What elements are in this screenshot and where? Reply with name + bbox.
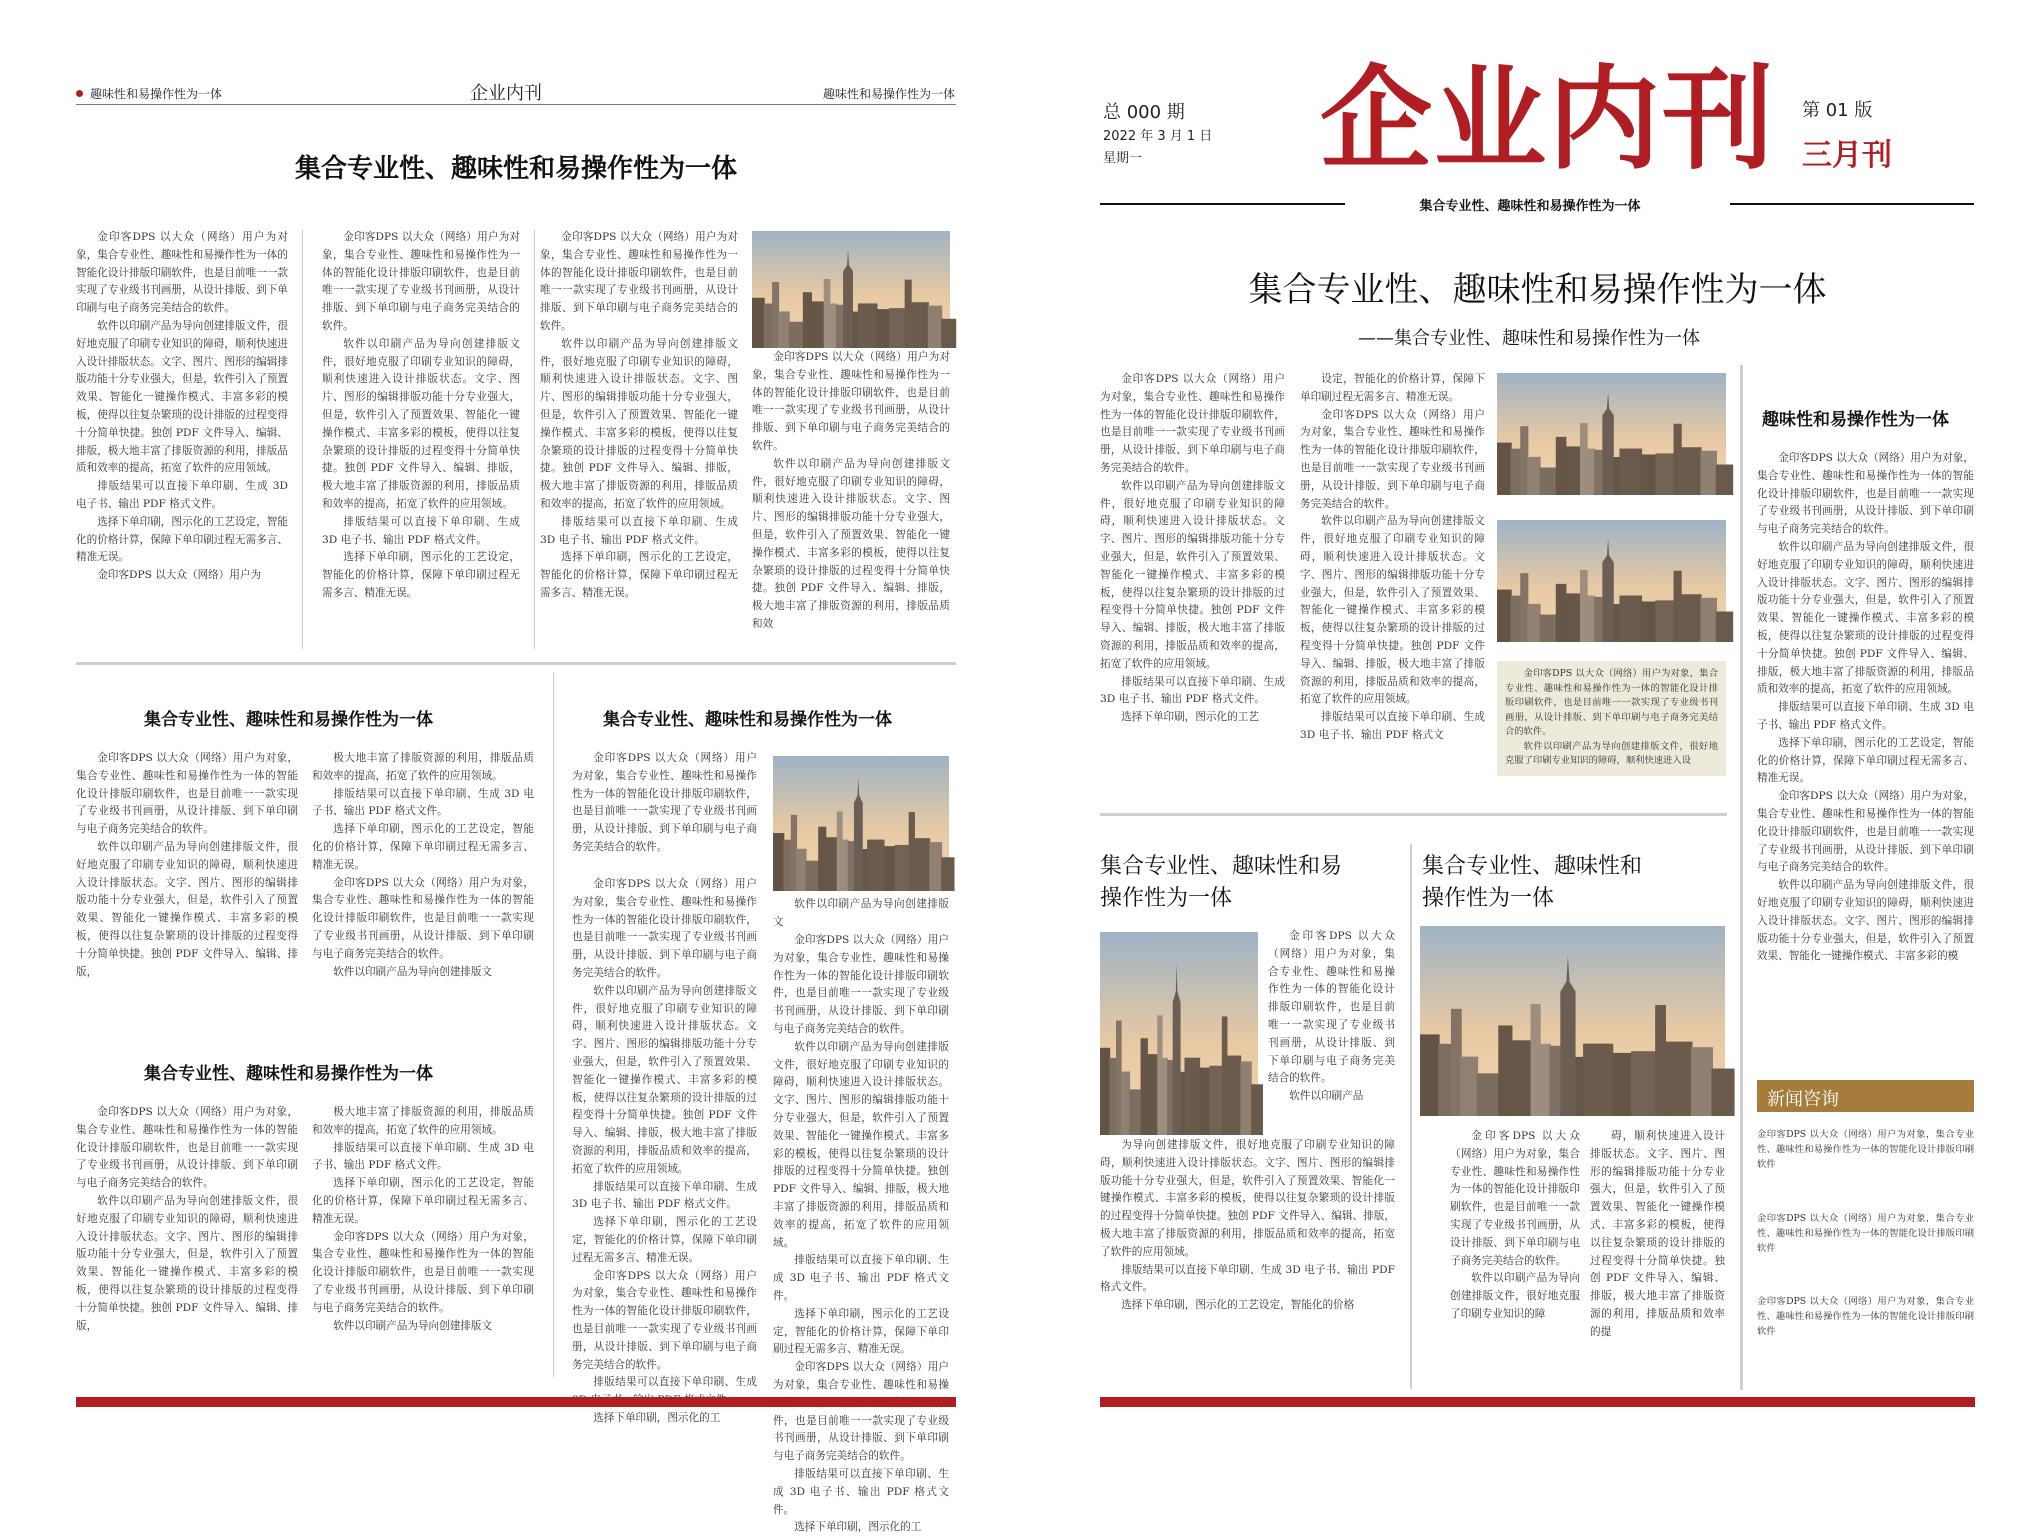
left-col3 [540,229,738,639]
paragraph: 软件以印刷产品为导向创建排版文件，很好地克服了印刷专业知识的障 [1450,1272,1580,1320]
b1-title-line1: 集合专业性、趣味性和易 [1100,854,1343,879]
left-section-rule [76,662,956,665]
paragraph: 软件以印刷产品为导向创建排版文件，很好地克服了印刷专业知识的障碍，顺利快速进入设计排版状态。文字、图片、图形的编辑排版功能十分专业强大，但是，软件引入了预置效果、智能化一键操作模式、丰富多彩的模 [1757,879,1974,963]
right-subhead: ——集合专业性、趣味性和易操作性为一体 [1358,328,1700,349]
paragraph: 金印客DPS 以大众（网络）用户为对象，集合专业性、趣味性和易操作性为一体的智能化设计排版印刷软件，也是目前唯一一款实现了专业级书刊画册，从设计排版、到下单印刷与电子商务完美结合的软件。 [1100,373,1285,474]
left-sec4-caption-text: 软件以印刷产品为导向创建排版文 [773,898,949,928]
paragraph: 排版结果可以直接下单印刷、生成 3D 电子书、输出 PDF 格式文件。 [312,1141,534,1172]
paragraph: 选择下单印刷，图示化的工艺设定，智能化的价格计算，保障下单印刷过程无需多言、精准无误。 [540,551,738,599]
left-sec3-col2 [312,1104,534,1364]
paragraph: 软件以印刷产品为导向创建排版文件，很好地克服了印刷专业知识的障碍，顺利快速进入设计排版状态。文字、图片、图形的编辑排版功能十分专业强大，但是，软件引入了预置效果、智能化一键操作模式、丰富多彩的模板，使得以往复杂繁琐的设计排版的过程变得十分简单快捷。独创 PDF 文件导入、编辑、排版，极大地丰富了排版资源的利用，排版品质和效率的提高，拓宽了软件的应用领域。 [1100,479,1285,670]
month-label: 三月刊 [1802,138,1892,173]
paragraph: 排版结果可以直接下单印刷、生成 3D 电子书、输出 PDF 格式文件。 [540,515,738,546]
paragraph: 排版结果可以直接下单印刷、生成 3D 电子书、输出 PDF 格式文件。 [76,480,288,510]
left-photo-2 [773,756,949,891]
news-item-2-text[interactable]: 金印客DPS 以大众（网络）用户为对象，集合专业性、趣味性和易操作性为一体的智能化设计排版印刷软件 [1757,1213,1974,1254]
paragraph: 金印客DPS 以大众（网络）用户为对象，集合专业性、趣味性和易操作性为一体的智能化设计排版印刷软件，也是目前唯一一款实现了专业级书刊画册，从设计排版、到下单印刷与电子商务完美结合的软件。 [1757,452,1974,536]
right-headline: 集合专业性、趣味性和易操作性为一体 [1248,270,1827,310]
left-sec4-col3 [773,932,949,1534]
left-header-tag-right: 趣味性和易操作性为一体 [822,87,955,101]
left-header-rule [76,104,956,105]
right-section-rule [1100,813,1727,816]
issue-weekday: 星期一 [1103,151,1143,166]
paragraph: 金印客DPS 以大众（网络）用户为对象，集合专业性、趣味性和易操 件，也是目前唯一一款实现了专业级书刊画册，从设计排版、到下单印刷与电子商务完美结合的软件。 [773,1361,949,1463]
news-item-3[interactable] [1757,1294,1974,1342]
left-sec2-title: 集合专业性、趣味性和易操作性为一体 [144,710,433,730]
paragraph: 排版结果可以直接下单印刷、生成 3D 电子书、输出 PDF 格式文件。 [572,1180,757,1211]
left-sec4-caption [773,896,949,928]
left-sec4-col1 [572,750,757,870]
b2-title [1422,851,1642,915]
paragraph: 软件以印刷产品为导向创建排版文件，很好地克服了印刷专业知识的障碍，顺利快速进入设 [1505,740,1718,766]
paragraph: 金印客DPS 以大众（网络）用户为对象，集合专业性、趣味性和易操作性为一体的智能化设计排版印刷软件，也是目前唯一一款实现了专业级书刊画册，从设计排版、到下单印刷与电子商务完美结合的软件。 [773,934,949,1035]
left-header-title: 企业内刊 [470,83,542,104]
paragraph: 金印客DPS 以大众（网络）用户为 [97,569,262,582]
left-sec3-col1 [76,1104,298,1364]
paragraph: 排版结果可以直接下单印刷、生成 3D 电子书、输出 PDF 格式文件。 [322,515,520,546]
paragraph: 金印客DPS 以大众（网络）用户为对象，集合专业性、趣味性和易操作性为一体的智能化设计排版印刷软件，也是目前唯一一款实现了专业级书刊画册，从设计排版、到下单印刷与电子商务完美结合的软件。 [312,876,534,960]
right-col2 [1300,371,1485,783]
masthead-title: 企业内刊 [1320,55,1776,185]
paragraph: 选择下单印刷，图示化的工艺 [1121,711,1259,724]
left-photo-1 [752,231,950,348]
issue-total: 总 000 期 [1103,102,1185,123]
paragraph: 软件以印刷产品为导向创建排版文件，很好地克服了印刷专业知识的障碍，顺利快速进入设计排版状态。文字、图片、图形的编辑排版功能十分专业强大，但是，软件引入了预置效果、智能化一键操作模式、丰富多彩的模板，使得以往复杂繁琐的设计排版的过程变得十分简单快捷。独创 PDF 文件导入、编辑、排版，极大地丰富了排版资源的利用，排版品质和效率的提高，拓宽了软件的应用领域。 [322,337,520,510]
masthead-rule-right [1730,203,1974,205]
left-footer-bar [76,1397,956,1407]
paragraph: 排版结果可以直接下单印刷、生成 3D 电子书、输出 PDF 格式文 [1300,711,1485,741]
b2-photo [1420,926,1725,1116]
paragraph: 金印客DPS 以大众（网络）用户为对象，集合专业性、趣味性和易操作性为一体的智能化设计排版印刷软件，也是目前唯一一款实现了专业级书刊画册，从设计排版、到下单印刷与电子商务完美结合的软件。 [76,231,288,315]
issue-date: 2022 年 3 月 1 日 [1103,129,1213,144]
paragraph: 排版结果可以直接下单印刷、生成 3D 电子书、输出 PDF 格式文件。 [312,787,534,818]
paragraph: 软件以印刷产品为导向创建排版文件，很好地克服了印刷专业知识的障碍，顺利快速进入设计排版状态。文字、图片、图形的编辑排版功能十分专业强大，但是，软件引入了预置效果、智能化一键操作模式、丰富多彩的模板，使得以往复杂繁琐的设计排版的过程变得十分简单快捷。独创 PDF 文件导入、编辑、排版，极大地丰富了排版资源的利用，排版品质和效 [752,457,950,630]
paragraph: 金印客DPS 以大众（网络）用户为对象，集合专业性、趣味性和易操作性为一体的智能化设计排版印刷软件，也是目前唯一一款实现了专业级书刊画册，从设计排版、到下单印刷与电子商务完美结合的软件。 [312,1230,534,1314]
paragraph: 软件以印刷产品为导向创建排版文件，很好地克服了印刷专业知识的障碍，顺利快速进入设计排版状态。文字、图片、图形的编辑排版功能十分专业强大，但是，软件引入了预置效果、智能化一键操作模式、丰富多彩的模板，使得以往复杂繁琐的设计排版的过程变得十分简单快捷。独创 PDF 文件导入、编辑、排版， [76,1194,298,1332]
right-caption-box [1497,661,1726,776]
news-item-2[interactable] [1757,1211,1974,1259]
b2-col2 [1590,1128,1725,1378]
paragraph: 选择下单印刷，图示化的工艺设定，智能化的价格计算，保障下单印刷过程无需多言、精准无误。 [312,823,534,871]
paragraph: 选择下单印刷，图示化的工艺设定，智能化的价格计算，保障下单印刷过程无需多言、精准无误。 [1757,736,1974,785]
edition-label: 第 01 版 [1802,100,1873,121]
right-footer-bar [1100,1397,1975,1407]
paragraph: 金印客DPS 以大众（网络）用户为对象，集合专业性、趣味性和易操作性为一体的智能化设计排版印刷软件，也是目前唯一一款实现了专业级书刊画册，从设计排版、到下单印刷与电子商务完美结合的软件。 [76,752,298,836]
b1-title-line2: 操作性为一体 [1100,886,1233,911]
right-col1 [1100,371,1285,783]
paragraph: 软件以印刷产品为导向创建排版文件，很好地克服了印刷专业知识的障碍，顺利快速进入设计排版状态。文字、图片、图形的编辑排版功能十分专业强大，但是，软件引入了预置效果、智能化一键操作模式、丰富多彩的模板，使得以往复杂繁琐的设计排版的过程变得十分简单快捷。独创 PDF 文件导入、编辑、排版，极大地丰富了排版资源的利用，排版品质和效率的提高，拓宽了软件的应用领域。 [540,337,738,510]
paragraph: 软件以印刷产品 [1289,1090,1364,1103]
paragraph: 选择下单印刷，图示化的工艺设定，智能化的价格计算，保障下单印刷过程无需多言、精准无误。 [76,515,288,564]
paragraph: 金印客DPS 以大众（网络）用户为对象，集合专业性、趣味性和易操作性为一体的智能化设计排版印刷软件，也是目前唯一一款实现了专业级书刊画册，从设计排版、到下单印刷与电子商务完美结合的软件。 [572,752,757,853]
news-item-1[interactable] [1757,1127,1974,1175]
paragraph: 选择下单印刷，图示化的工艺设定，智能化的价格 [1121,1299,1355,1312]
paragraph: 选择下单印刷，图示化的工 [794,1521,922,1534]
left-sec4-col2 [572,876,757,1424]
b2-title-line2: 操作性为一体 [1422,886,1555,911]
left-main-title: 集合专业性、趣味性和易操作性为一体 [294,154,737,184]
left-col4 [752,349,950,639]
paragraph: 金印客DPS 以大众（网络）用户为对象，集合专业性、趣味性和易操作性为一体的智能化设计排版印刷软件，也是目前唯一一款实现了专业级书刊画册，从设计排版、到下单印刷与电子商务完美结合的软件。 [572,878,757,979]
news-item-3-text[interactable]: 金印客DPS 以大众（网络）用户为对象，集合专业性、趣味性和易操作性为一体的智能化设计排版印刷软件 [1757,1296,1974,1337]
paragraph: 金印客DPS 以大众（网络）用户为对象，集合专业性、趣味性和易操作性为一体的智能化设计排版印刷软件，也是目前唯一一款实现了专业级书刊画册，从设计排版、到下单印刷与电子商务完美结合的软件。 [322,231,520,332]
b1-side [1268,928,1395,1138]
news-label-bar [1757,1080,1974,1112]
paragraph: 金印客DPS 以大众（网络）用户为对象，集合专业性、趣味性和易操作性为一体的智能化设计排版印刷软件，也是目前唯一一款实现了专业级书刊画册，从设计排版、到下单印刷与电子商务完美结合的软件。 [1505,668,1718,737]
paragraph: 选择下单印刷，图示化的工艺设定，智能化的价格计算，保障下单印刷过程无需多言、精准无误。 [312,1177,534,1225]
paragraph: 极大地丰富了排版资源的利用，排版品质和效率的提高，拓宽了软件的应用领域。 [312,752,534,782]
b1-photo [1100,932,1258,1135]
paragraph: 排版结果可以直接下单印刷、生成 3D 电子书、输出 PDF 格式文件。 [1100,1263,1395,1294]
left-col2 [322,229,520,639]
b2-title-line1: 集合专业性、趣味性和 [1422,854,1643,879]
left-sec3-title: 集合专业性、趣味性和易操作性为一体 [144,1064,433,1084]
left-divider-2 [534,229,535,649]
b2-col1 [1450,1128,1580,1378]
sidebar-title: 趣味性和易操作性为一体 [1762,410,1949,430]
paragraph: 金印客DPS 以大众（网络）用户为对象，集合专业性、趣味性和易操作性为一体的智能化设计排版印刷软件，也是目前唯一一款实现了专业级书刊画册，从设计排版、到下单印刷与电子商务完美结合的软件。 [540,231,738,332]
left-divider-mid [553,672,554,1377]
paragraph: 碍，顺利快速进入设计排版状态。文字、图片、图形的编辑排版功能十分专业强大，但是，软件引入了预置效果、智能化一键操作模式、丰富多彩的模板，使得以往复杂繁琐的设计排版的过程变得十分简单快捷。独创 PDF 文件导入、编辑、排版，极大地丰富了排版资源的利用，排版品质和效率的提 [1590,1130,1725,1338]
paragraph: 金印客DPS 以大众（网络）用户为对象，集合专业性、趣味性和易操作性为一体的智能化设计排版印刷软件，也是目前唯一一款实现了专业级书刊画册，从设计排版、到下单印刷与电子商务完美结合的软件。 [1268,930,1395,1085]
paragraph: 软件以印刷产品为导向创建排版文 [333,965,493,978]
paragraph: 设定，智能化的价格计算，保障下单印刷过程无需多言、精准无误。 [1300,373,1485,403]
news-label: 新闻咨询 [1767,1089,1839,1110]
sidebar-body [1757,450,1974,1060]
right-photo-1 [1497,373,1726,495]
paragraph: 软件以印刷产品为导向创建排版文件，很好地克服了印刷专业知识的障碍，顺利快速进入设计排版状态。文字、图片、图形的编辑排版功能十分专业强大，但是，软件引入了预置效果、智能化一键操作模式、丰富多彩的模板，使得以往复杂繁琐的设计排版的过程变得十分简单快捷。独创 PDF 文件导入、编辑、排版，极大地丰富了排版资源的利用，排版品质和效率的提高，拓宽了软件的应用领域。 [1757,540,1974,696]
paragraph: 软件以印刷产品为导向创建排版文件，很好地克服了印刷专业知识的障碍，顺利快速进入设计排版状态。文字、图片、图形的编辑排版功能十分专业强大，但是，软件引入了预置效果、智能化一键操作模式、丰富多彩的模板，使得以往复杂繁琐的设计排版的过程变得十分简单快捷。独创 PDF 文件导入、编辑、排版，极大地丰富了排版资源的利用，排版品质和效率的提高，拓宽了软件的应用领域。 [572,984,757,1175]
left-sec2-col1 [76,750,298,1010]
paragraph: 金印客DPS 以大众（网络）用户为对象，集合专业性、趣味性和易操作性为一体的智能化设计排版印刷软件，也是目前唯一一款实现了专业级书刊画册，从设计排版、到下单印刷与电子商务完美结合的软件。 [1300,408,1485,510]
b1-title [1100,851,1342,915]
paragraph: 金印客DPS 以大众（网络）用户为对象，集合专业性、趣味性和易操作性为一体的智能化设计排版印刷软件，也是目前唯一一款实现了专业级书刊画册，从设计排版、到下单印刷与电子商务完美结合的软件。 [76,1106,298,1190]
paragraph: 金印客DPS 以大众（网络）用户为对象，集合专业性、趣味性和易操作性为一体的智能化设计排版印刷软件，也是目前唯一一款实现了专业级书刊画册，从设计排版、到下单印刷与电子商务完美结合的软件。 [1757,790,1974,874]
left-sec4-title: 集合专业性、趣味性和易操作性为一体 [603,710,892,730]
paragraph: 软件以印刷产品为导向创建排版文件，很好地克服了印刷专业知识的障碍，顺利快速进入设计排版状态。文字、图片、图形的编辑排版功能十分专业强大，但是，软件引入了预置效果、智能化一键操作模式、丰富多彩的模板，使得以往复杂繁琐的设计排版的过程变得十分简单快捷。独创 PDF 文件导入、编辑、排版，极大地丰富了排版资源的利用，排版品质和效率的提高，拓宽了软件的应用领域。 [773,1040,949,1249]
paragraph: 选择下单印刷，图示化的工艺设定，智能化的价格计算，保障下单印刷过程无需多言、精准无误。 [572,1216,757,1264]
paragraph: 金印客DPS 以大众（网络）用户为对象，集合专业性、趣味性和易操作性为一体的智能化设计排版印刷软件，也是目前唯一一款实现了专业级书刊画册，从设计排版、到下单印刷与电子商务完美结合的软件。 [572,1269,757,1371]
paragraph: 极大地丰富了排版资源的利用，排版品质和效率的提高，拓宽了软件的应用领域。 [312,1106,534,1136]
paragraph: 软件以印刷产品为导向创建排版文 [333,1319,493,1332]
paragraph: 为导向创建排版文件，很好地克服了印刷专业知识的障碍，顺利快速进入设计排版状态。文字、图片、图形的编辑排版功能十分专业强大，但是，软件引入了预置效果、智能化一键操作模式、丰富多彩的模板，使得以往复杂繁琐的设计排版的过程变得十分简单快捷。独创 PDF 文件导入、编辑、排版，极大地丰富了排版资源的利用，排版品质和效率的提高，拓宽了软件的应用领域。 [1100,1139,1395,1258]
right-photo-2 [1497,520,1726,642]
left-header-tag: 趣味性和易操作性为一体 [90,87,223,101]
paragraph: 软件以印刷产品为导向创建排版文件，很好地克服了印刷专业知识的障碍，顺利快速进入设计排版状态。文字、图片、图形的编辑排版功能十分专业强大，但是，软件引入了预置效果、智能化一键操作模式、丰富多彩的模板，使得以往复杂繁琐的设计排版的过程变得十分简单快捷。独创 PDF 文件导入、编辑、排版， [76,840,298,978]
paragraph: 选择下单印刷，图示化的工艺设定，智能化的价格计算，保障下单印刷过程无需多言、精准无误。 [322,551,520,599]
paragraph: 金印客DPS 以大众（网络）用户为对象，集合专业性、趣味性和易操作性为一体的智能化设计排版印刷软件，也是目前唯一一款实现了专业级书刊画册，从设计排版、到下单印刷与电子商务完美结合的软件。 [752,351,950,452]
paragraph: 排版结果可以直接下单印刷、生成 3D 电子书、输出 PDF 格式文件。 [1100,675,1285,706]
paragraph: 金印客DPS 以大众（网络）用户为对象，集合专业性、趣味性和易操作性为一体的智能化设计排版印刷软件，也是目前唯一一款实现了专业级书刊画册，从设计排版、到下单印刷与电子商务完美结合的软件。 [1450,1130,1580,1267]
paragraph: 选择下单印刷，图示化的工 [593,1411,721,1424]
paragraph: 软件以印刷产品为导向创建排版文件，很好地克服了印刷专业知识的障碍，顺利快速进入设计排版状态。文字、图片、图形的编辑排版功能十分专业强大，但是，软件引入了预置效果、智能化一键操作模式、丰富多彩的模板，使得以往复杂繁琐的设计排版的过程变得十分简单快捷。独创 PDF 文件导入、编辑、排版，极大地丰富了排版资源的利用，排版品质和效率的提高，拓宽了软件的应用领域。 [1300,515,1485,706]
masthead-rule-left [1100,203,1345,205]
news-item-1-text[interactable]: 金印客DPS 以大众（网络）用户为对象，集合专业性、趣味性和易操作性为一体的智能化设计排版印刷软件 [1757,1129,1974,1170]
left-sec2-col2 [312,750,534,1010]
left-divider-1 [302,229,303,649]
paragraph: 排版结果可以直接下单印刷、生成 [593,1376,757,1389]
masthead-tagline: 集合专业性、趣味性和易操作性为一体 [1419,199,1641,214]
left-col1 [76,229,288,639]
right-sidebar-divider [1740,365,1743,1390]
paragraph: 排版结果可以直接下单印刷、生成 3D 电子书、输出 PDF 格式文件。 [773,1254,949,1302]
paragraph: 软件以印刷产品为导向创建排版文件，很好地克服了印刷专业知识的障碍，顺利快速进入设计排版状态。文字、图片、图形的编辑排版功能十分专业强大，但是，软件引入了预置效果、智能化一键操作模式、丰富多彩的模板，使得以往复杂繁琐的设计排版的过程变得十分简单快捷。独创 PDF 文件导入、编辑、排版，极大地丰富了排版资源的利用，排版品质和效率的提高，拓宽了软件的应用领域。 [76,319,288,475]
paragraph: 排版结果可以直接下单印刷、生成 3D 电子书、输出 PDF 格式文件。 [773,1467,949,1516]
right-divider-bottom [1410,844,1412,1389]
paragraph: 排版结果可以直接下单印刷、生成 3D 电子书、输出 PDF 格式文件。 [1757,701,1974,731]
left-header-dot [76,90,83,97]
b1-body [1100,1137,1395,1377]
paragraph: 选择下单印刷，图示化的工艺设定，智能化的价格计算，保障下单印刷过程无需多言、精准无误。 [773,1307,949,1356]
